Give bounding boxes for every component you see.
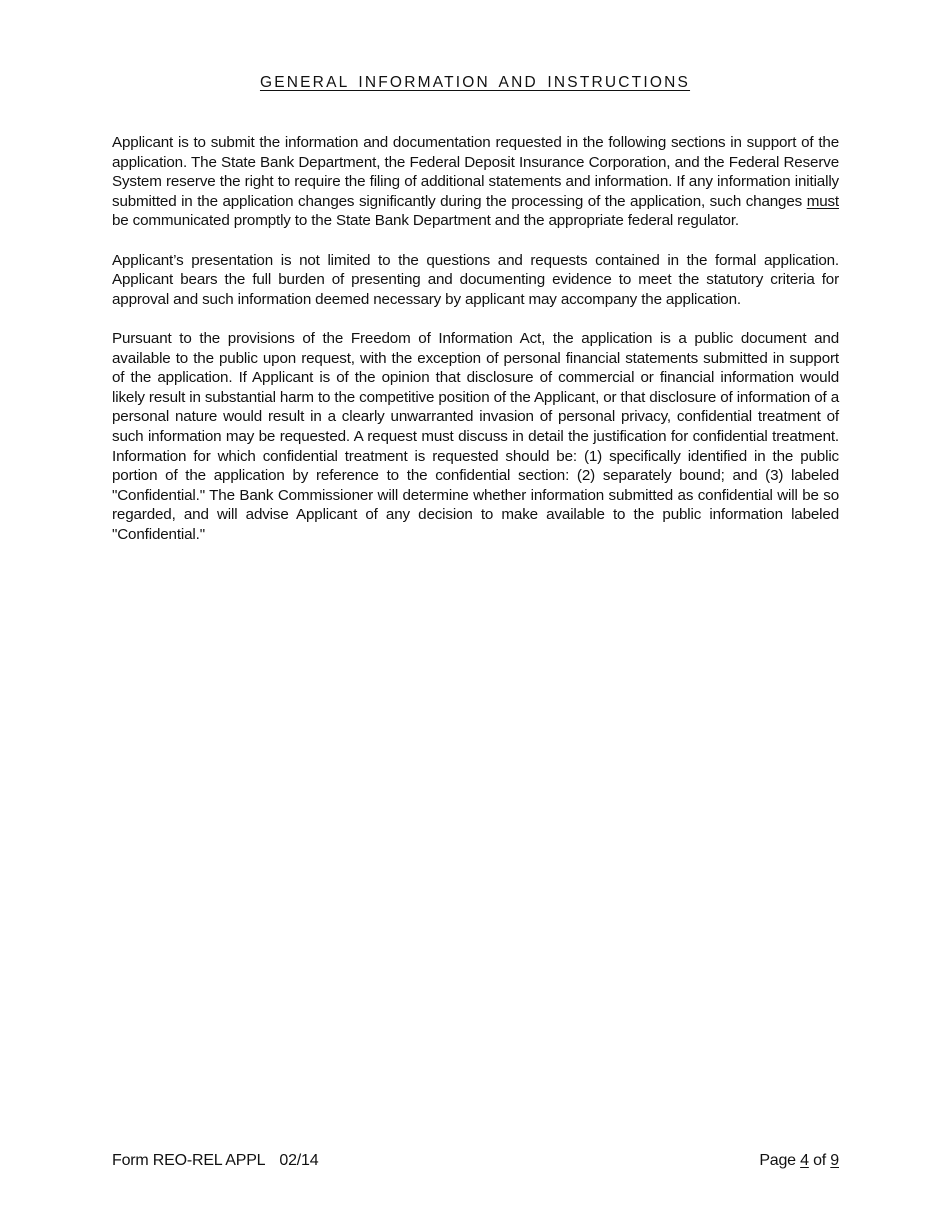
paragraph-1-text-b: be communicated promptly to the State Bank Department and the appropriate federal regulator. xyxy=(112,212,739,230)
page-current: 4 xyxy=(800,1152,809,1169)
page-total: 9 xyxy=(830,1152,839,1169)
page-word: Page xyxy=(759,1152,796,1169)
form-date: 02/14 xyxy=(279,1152,319,1169)
page-number xyxy=(759,1152,839,1170)
paragraph-submission-requirements xyxy=(112,133,839,231)
paragraph-foia-confidentiality: Pursuant to the provisions of the Freedom of Information Act, the application is a public document and available to the public upon request, with the exception of personal financial statements submitted in support of the application. If Applicant is of the opinion that disclosure of commercial or financial information would likely result in substantial harm to the competitive position of the Applicant, or that disclosure of information of a personal nature would result in a clearly unwarranted invasion of personal privacy, confidential treatment of such information may be requested. A request must discuss in detail the justification for confidential treatment. Information for which confidential treatment is requested should be: (1) specifically identified in the public portion of the application by reference to the confidential section: (2) separately bound; and (3) labeled "Confidential." The Bank Commissioner will determine whether information submitted as confidential will be so regarded, and will advise Applicant of any decision to make available to the public information labeled "Confidential." xyxy=(112,329,839,543)
paragraph-presentation: Applicant’s presentation is not limited to the questions and requests contained in the formal application. Applicant bears the full burden of presenting and documenting evidence to meet the statutory criteria for approval and such information deemed necessary by applicant may accompany the application. xyxy=(112,251,839,308)
footer-form-id xyxy=(112,1152,318,1170)
instructions-body xyxy=(112,133,839,564)
page-of: of xyxy=(813,1152,827,1169)
form-number: Form REO-REL APPL xyxy=(112,1152,266,1169)
paragraph-1-text-a: Applicant is to submit the information and documentation requested in the following sections in support of the application. The State Bank Department, the Federal Deposit Insurance Corporation, and the Federal Reserve System reserve the right to require the filing of additional statements and information. If any information initially submitted in the application changes significantly during the processing of the application, such changes xyxy=(112,134,839,210)
emphasis-must: must xyxy=(806,192,839,210)
page-title: GENERAL INFORMATION AND INSTRUCTIONS xyxy=(259,74,691,91)
